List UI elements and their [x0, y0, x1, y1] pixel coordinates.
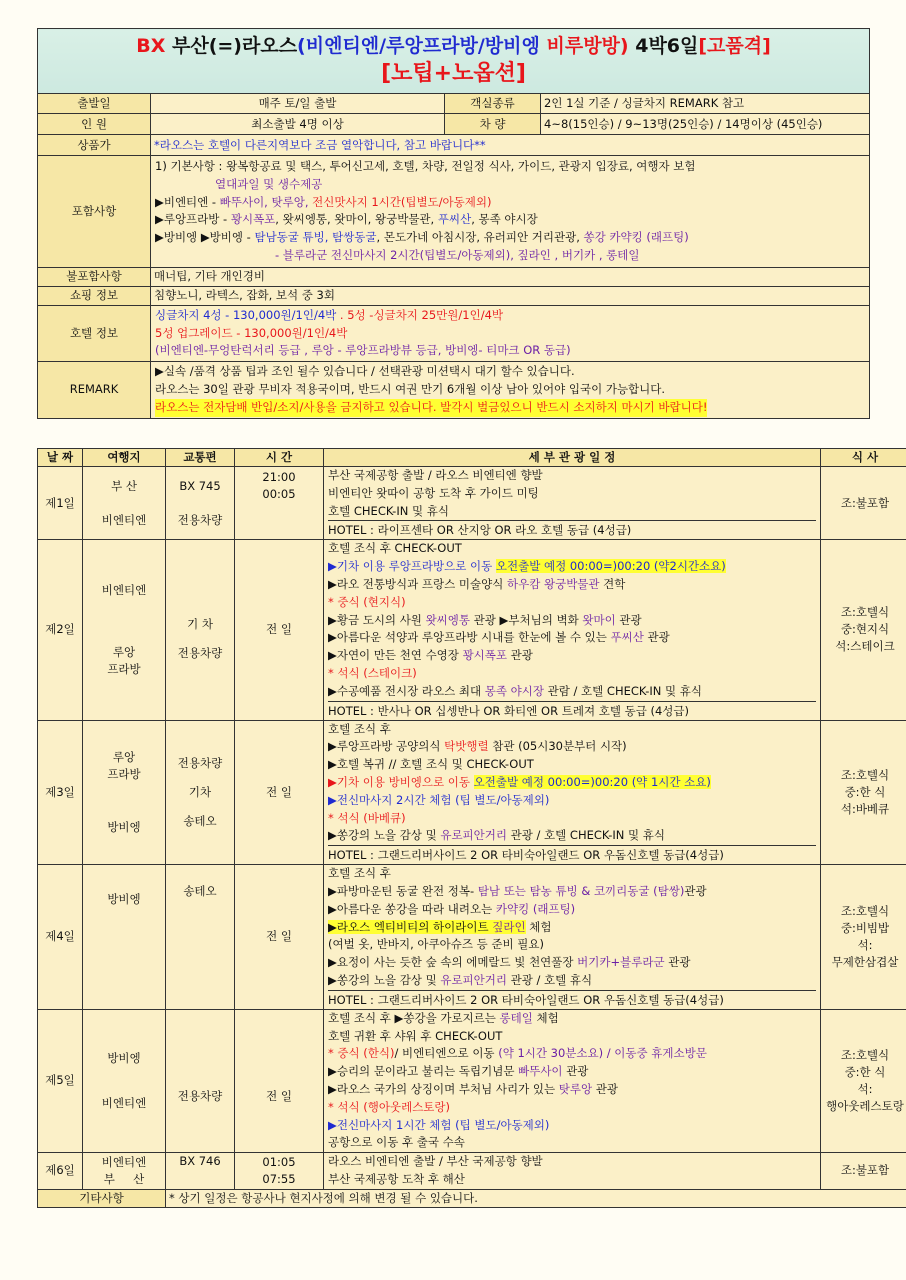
room-label: 객실종류	[445, 94, 541, 114]
include-value: 1) 기본사항 : 왕복항공료 및 택스, 투어신고세, 호텔, 차량, 전일정 식사, 가이드, 관광지 입장료, 여행자 보험 열대과일 및 생수제공 ▶비엔티엔 - 빠뚜사이, 탓루앙, 전신맛사지 1시간(팁별도/아동제외) ▶루앙프라방 - 꽝시폭포, 왓씨엥통, 왓마이, 왕궁박물관, 푸씨산, 몽족 야시장 ▶방비엥 ▶방비엥 - 탐남동굴 튜빙, 탐쌍동굴, 몬도가네 아침시장, 유러피안 거리관광, 쏭강 카약킹 (래프팅) - 블루라군 전신마사지 2시간(팁별도/아동제외), 짚라인 , 버기카 , 롱테일	[151, 156, 870, 268]
etc-value: * 상기 일정은 항공사나 현지사정에 의해 변경 될 수 있습니다.	[166, 1189, 906, 1207]
header-time: 시 간	[235, 449, 324, 467]
shop-value: 침향노니, 라텍스, 잡화, 보석 중 3회	[151, 286, 870, 305]
day5-label: 제5일	[38, 1009, 83, 1152]
room-value: 2인 1실 기준 / 싱글차지 REMARK 참고	[541, 94, 870, 114]
hotel-value: 싱글차지 4성 - 130,000원/1인/4박 . 5성 -싱글차지 25만원/1인/4박 5성 업그레이드 - 130,000원/1인/4박 (비엔티엔-무엉탄럭서리 등급 , 루앙 - 루앙프라방뷰 등급, 방비엥- 티마크 OR 동급)	[151, 305, 870, 361]
day1-row	[38, 467, 906, 540]
day5-transport: 전용차량	[166, 1009, 235, 1152]
day1-time: 21:00 00:05	[235, 467, 324, 540]
day5-row	[38, 1009, 906, 1152]
day2-meal: 조:호텔식 중:현지식 석:스테이크	[821, 540, 906, 720]
day2-schedule: 호텔 조식 후 CHECK-OUT ▶기차 이용 루앙프라방으로 이동 오전출발 예정 00:00=)00:20 (약2시간소요) ▶라오 전통방식과 프랑스 미술양식 하우캄 왕궁박물관 견학 * 중식 (현지식) ▶황금 도시의 사원 왓씨엥통 관광 ▶부처님의 벽화 왓마이 관광 ▶아름다운 석양과 루앙프라방 시내를 한눈에 볼 수 있는 푸씨산 관광 ▶자연이 만든 천연 수영장 꽝시폭포 관광 * 석식 (스테이크) ▶수공예품 전시장 라오스 최대 몽족 야시장 관람 / 호텔 CHECK-IN 및 휴식 HOTEL : 반사나 OR 십셍반나 OR 화티엔 OR 트레져 호텔 동급 (4성급)	[324, 540, 821, 720]
day1-schedule: 부산 국제공항 출발 / 라오스 비엔티엔 향발 비엔티안 왓따이 공항 도착 후 가이드 미팅 호텔 CHECK-IN 및 휴식 HOTEL : 라이프센타 OR 산지앙 OR 라오 호텔 동급 (4성급)	[324, 467, 821, 540]
day2-hotel: HOTEL : 반사나 OR 십셍반나 OR 화티엔 OR 트레져 호텔 동급 (4성급)	[328, 701, 816, 720]
day5-place: 방비엥 비엔티엔	[83, 1009, 166, 1152]
day3-transport: 전용차량 기차 송테오	[166, 720, 235, 865]
day6-label: 제6일	[38, 1153, 83, 1190]
depart-label: 출발일	[38, 94, 151, 114]
hotel-label: 호텔 정보	[38, 305, 151, 361]
day2-transport: 기 차 전용차량	[166, 540, 235, 720]
day4-hotel: HOTEL : 그랜드리버사이드 2 OR 타비숙아일랜드 OR 우돔신호텔 동급(4성급)	[328, 990, 816, 1009]
include-label: 포함사항	[38, 156, 151, 268]
day4-row	[38, 865, 906, 1010]
header-meal: 식 사	[821, 449, 906, 467]
day6-place: 비엔티엔 부 산	[83, 1153, 166, 1190]
title-line2: [노팁+노옵션]	[381, 61, 526, 86]
day4-place: 방비엥	[83, 865, 166, 1010]
car-value: 4~8(15인승) / 9~13명(25인승) / 14명이상 (45인승)	[541, 114, 870, 135]
exclude-value: 매너팁, 기타 개인경비	[151, 267, 870, 286]
day3-meal: 조:호텔식 중:한 식 석:바베큐	[821, 720, 906, 865]
depart-value: 매주 토/일 출발	[151, 94, 445, 114]
pax-value: 최소출발 4명 이상	[151, 114, 445, 135]
etc-label: 기타사항	[38, 1189, 166, 1207]
day2-row	[38, 540, 906, 720]
header-schedule: 세 부 관 광 일 정	[324, 449, 821, 467]
day1-transport: BX 745 전용차량	[166, 467, 235, 540]
day5-schedule: 호텔 조식 후 ▶쏭강을 가로지르는 롱테일 체험 호텔 귀환 후 샤워 후 CHECK-OUT * 중식 (한식)/ 비엔티엔으로 이동 (약 1시간 30분소요) / 이동중 휴게소방문 ▶승리의 문이라고 불리는 독립기념문 빠뚜사이 관광 ▶라오스 국가의 상징이며 부처님 사리가 있는 탓루앙 관광 * 석식 (행아웃레스토랑) ▶전신마사지 1시간 체험 (팁 별도/아동제외) 공항으로 이동 후 출국 수속	[324, 1009, 821, 1152]
header-transport: 교통편	[166, 449, 235, 467]
day4-time: 전 일	[235, 865, 324, 1010]
day3-place: 루앙 프라방 방비엥	[83, 720, 166, 865]
day3-row	[38, 720, 906, 865]
car-label: 차 량	[445, 114, 541, 135]
shop-label: 쇼핑 정보	[38, 286, 151, 305]
day3-time: 전 일	[235, 720, 324, 865]
product-title	[38, 29, 870, 94]
price-value: *라오스는 호텔이 다른지역보다 조금 열악합니다, 참고 바랍니다**	[151, 135, 870, 156]
day4-schedule: 호텔 조식 후 ▶파방마운틴 동굴 완전 정복- 탐남 또는 탐농 튜빙 & 코끼리동굴 (탐쌍)관광 ▶아름다운 쏭강을 따라 내려오는 카약킹 (래프팅) ▶라오스 엑티비티의 하이라이트 짚라인 체험 (여벌 옷, 반바지, 아쿠아슈즈 등 준비 필요) ▶요정이 사는 듯한 숲 속의 에메랄드 빛 천연풀장 버기카+블루라군 관광 ▶쏭강의 노을 감상 및 유로피안거리 관광 / 호텔 휴식 HOTEL : 그랜드리버사이드 2 OR 타비숙아일랜드 OR 우돔신호텔 동급(4성급)	[324, 865, 821, 1010]
remark-value: ▶실속 /품격 상품 팁과 조인 될수 있습니다 / 선택관광 미션택시 대기 할수 있습니다. 라오스는 30일 관광 무비자 적용국이며, 반드시 여권 만기 6개월 이상 남아 있어야 입국이 가능합니다. 라오스는 전자담배 반입/소지/사용을 금지하고 있습니다. 발각시 벌금있으니 반드시 소지하지 마시기 바랍니다!	[151, 362, 870, 418]
day1-label: 제1일	[38, 467, 83, 540]
day1-place: 부 산 비엔티엔	[83, 467, 166, 540]
day2-label: 제2일	[38, 540, 83, 720]
day5-time: 전 일	[235, 1009, 324, 1152]
exclude-label: 불포함사항	[38, 267, 151, 286]
itinerary-header	[38, 449, 906, 467]
day4-label: 제4일	[38, 865, 83, 1010]
itinerary-table	[37, 448, 906, 1208]
title-line1: BX 부산(=)라오스(비엔티엔/루앙프라방/방비엥 비루방방) 4박6일[고품격]	[136, 35, 771, 57]
day4-meal: 조:호텔식 중:비빔밥 석: 무제한삼겹살	[821, 865, 906, 1010]
day2-time: 전 일	[235, 540, 324, 720]
header-place: 여행지	[83, 449, 166, 467]
day6-meal: 조:불포함	[821, 1153, 906, 1190]
day6-row	[38, 1153, 906, 1190]
day4-transport: 송테오	[166, 865, 235, 1010]
day3-hotel: HOTEL : 그랜드리버사이드 2 OR 타비숙아일랜드 OR 우돔신호텔 동급(4성급)	[328, 845, 816, 864]
day1-meal: 조:불포함	[821, 467, 906, 540]
day3-schedule: 호텔 조식 후 ▶루앙프라방 공양의식 탁밧행렬 참관 (05시30분부터 시작) ▶호텔 복귀 // 호텔 조식 및 CHECK-OUT ▶기차 이용 방비엥으로 이동 오전출발 예정 00:00=)00:20 (약 1시간 소요) ▶전신마사지 2시간 체험 (팁 별도/아동제외) * 석식 (바베큐) ▶쏭강의 노을 감상 및 유로피안거리 관광 / 호텔 CHECK-IN 및 휴식 HOTEL : 그랜드리버사이드 2 OR 타비숙아일랜드 OR 우돔신호텔 동급(4성급)	[324, 720, 821, 865]
remark-label: REMARK	[38, 362, 151, 418]
day5-meal: 조:호텔식 중:한 식 석: 행아웃레스토랑	[821, 1009, 906, 1152]
day6-schedule: 라오스 비엔티엔 출발 / 부산 국제공항 향발 부산 국제공항 도착 후 해산	[324, 1153, 821, 1190]
day1-hotel: HOTEL : 라이프센타 OR 산지앙 OR 라오 호텔 동급 (4성급)	[328, 520, 816, 539]
day3-label: 제3일	[38, 720, 83, 865]
pax-label: 인 원	[38, 114, 151, 135]
product-info-table	[37, 28, 870, 419]
price-label: 상품가	[38, 135, 151, 156]
etc-row	[38, 1189, 906, 1207]
header-date: 날 짜	[38, 449, 83, 467]
day6-transport: BX 746	[166, 1153, 235, 1190]
day6-time: 01:05 07:55	[235, 1153, 324, 1190]
day2-place: 비엔티엔 루앙 프라방	[83, 540, 166, 720]
